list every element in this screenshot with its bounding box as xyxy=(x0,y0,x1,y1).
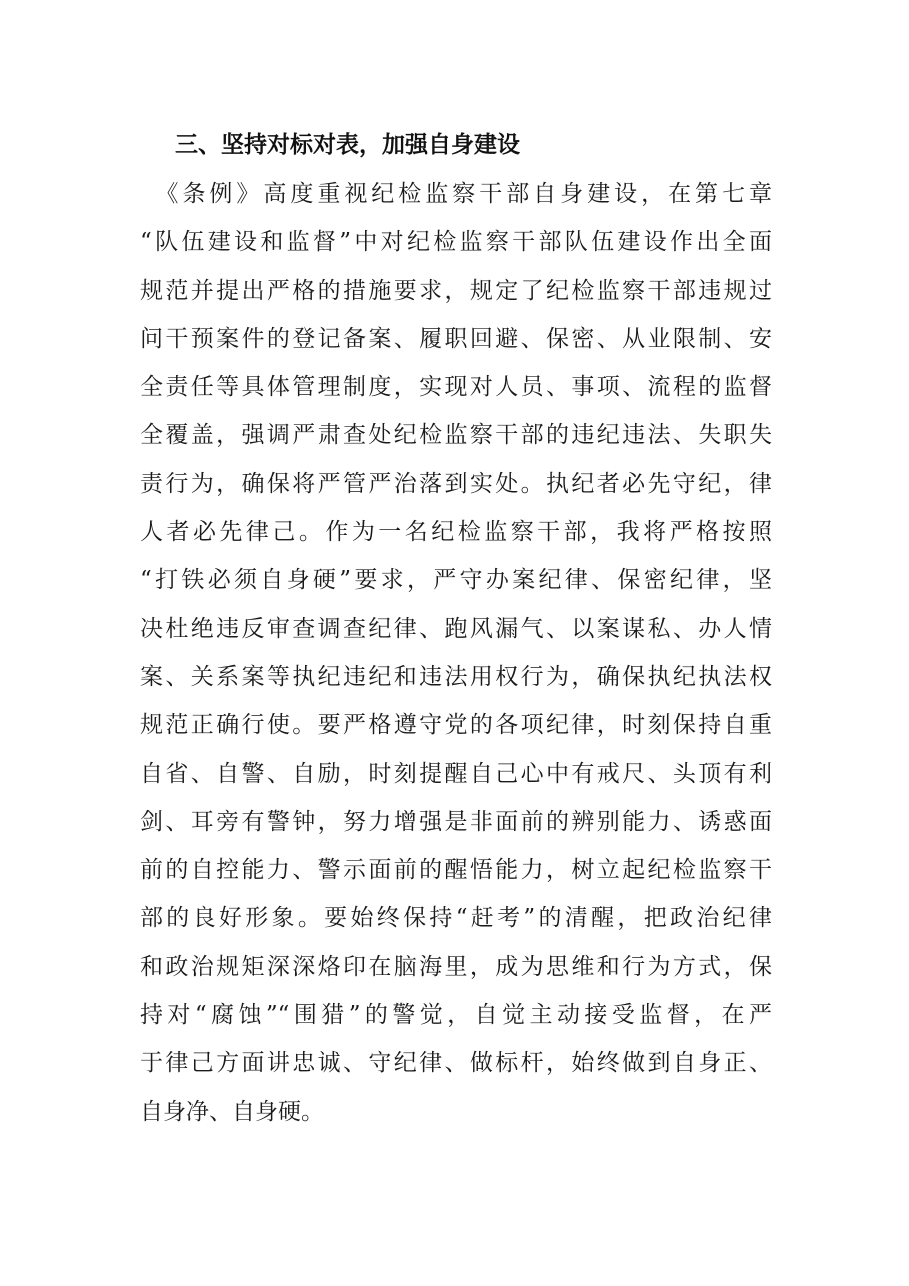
body-paragraph xyxy=(140,170,772,1136)
paragraph-line: 全责任等具体管理制度，实现对人员、事项、流程的监督 xyxy=(140,374,772,401)
paragraph-line: 于律己方面讲忠诚、守纪律、做标杆，始终做到自身正、 xyxy=(140,1050,772,1077)
paragraph-line: 规范并提出严格的措施要求，规定了纪检监察干部违规过 xyxy=(140,277,772,304)
section-heading: 三、坚持对标对表，加强自身建设 xyxy=(175,131,520,158)
paragraph-line: 剑、耳旁有警钟，努力增强是非面前的辨别能力、诱惑面 xyxy=(140,808,772,835)
paragraph-line: 自省、自警、自励，时刻提醒自己心中有戒尺、头顶有利 xyxy=(140,760,772,787)
paragraph-line: 自身净、自身硬。 xyxy=(140,1098,324,1125)
paragraph-line: 责行为，确保将严管严治落到实处。执纪者必先守纪，律 xyxy=(140,470,772,497)
paragraph-line: 问干预案件的登记备案、履职回避、保密、从业限制、安 xyxy=(140,325,772,352)
paragraph-line: “队伍建设和监督”中对纪检监察干部队伍建设作出全面 xyxy=(140,229,772,256)
paragraph-line: 全覆盖，强调严肃查处纪检监察干部的违纪违法、失职失 xyxy=(140,422,772,449)
paragraph-line: 决杜绝违反审查调查纪律、跑风漏气、以案谋私、办人情 xyxy=(140,615,772,642)
paragraph-line: “打铁必须自身硬”要求，严守办案纪律、保密纪律，坚 xyxy=(140,567,772,594)
paragraph-line: 前的自控能力、警示面前的醒悟能力，树立起纪检监察干 xyxy=(140,857,772,884)
paragraph-line: 案、关系案等执纪违纪和违法用权行为，确保执纪执法权 xyxy=(140,663,772,690)
paragraph-line: 持对“腐蚀”“围猎”的警觉，自觉主动接受监督，在严 xyxy=(140,1002,772,1029)
paragraph-line: 和政治规矩深深烙印在脑海里，成为思维和行为方式，保 xyxy=(140,953,772,980)
paragraph-line: 规范正确行使。要严格遵守党的各项纪律，时刻保持自重 xyxy=(140,712,772,739)
paragraph-line: 部的良好形象。要始终保持“赶考”的清醒，把政治纪律 xyxy=(140,905,772,932)
paragraph-line: 《条例》高度重视纪检监察干部自身建设，在第七章 xyxy=(140,181,772,207)
paragraph-line: 人者必先律己。作为一名纪检监察干部，我将严格按照 xyxy=(140,519,772,546)
